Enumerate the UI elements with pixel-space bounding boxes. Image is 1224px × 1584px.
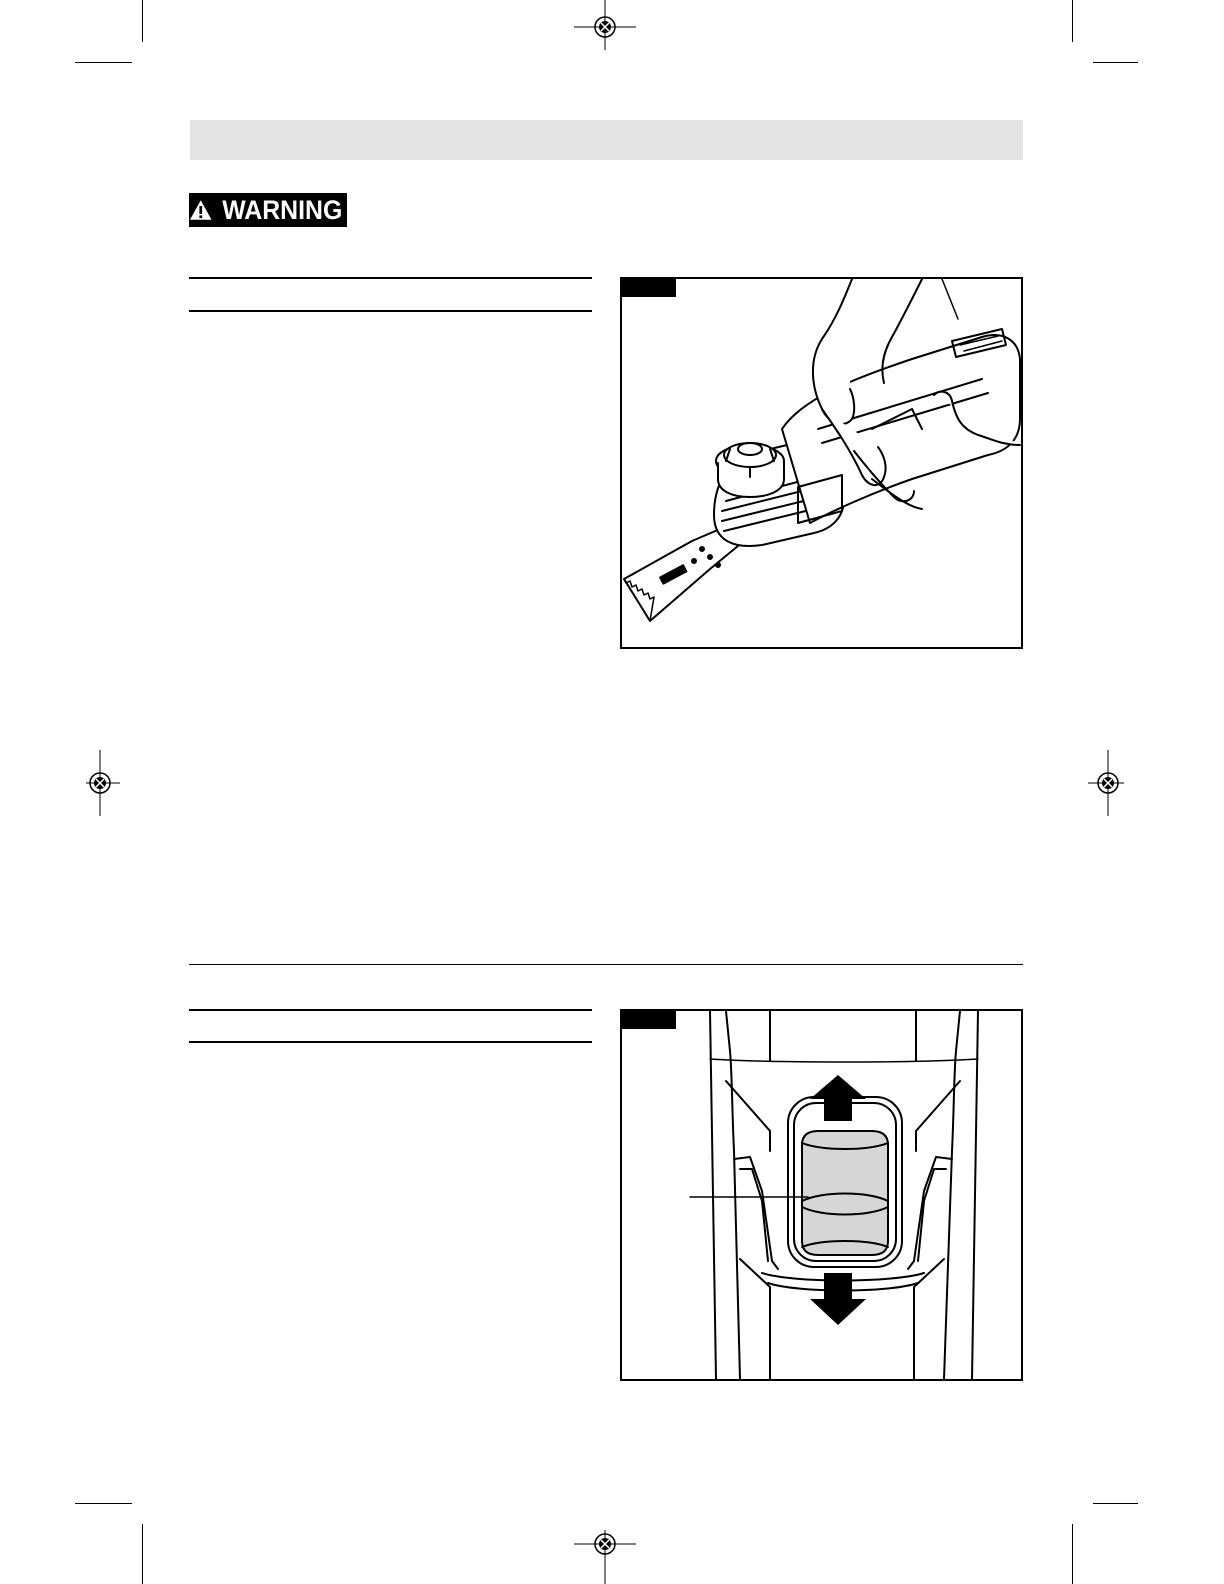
switch-slider-illustration (622, 1011, 1021, 1379)
crop-mark-bottom-right-h (1093, 1503, 1138, 1504)
subheading-rule-top (189, 277, 592, 279)
subheading-rule-bottom (189, 310, 592, 312)
warning-badge (189, 193, 347, 227)
crop-mark-top-left-h (75, 62, 132, 63)
multi-tool-handheld-illustration (622, 279, 1021, 647)
crop-mark-bottom-left-v (142, 1524, 143, 1584)
warning-triangle-icon (189, 199, 213, 221)
subheading-rule-bottom (189, 1041, 592, 1043)
registration-target-icon (572, 0, 638, 58)
section-divider (189, 964, 1023, 965)
registration-target-icon (572, 1526, 638, 1584)
registration-target-icon (1078, 750, 1138, 818)
crop-mark-top-left-v (142, 0, 143, 42)
crop-mark-top-right-v (1072, 0, 1073, 42)
figure-1-frame (620, 277, 1023, 649)
figure-2-frame (620, 1009, 1023, 1381)
crop-mark-bottom-right-v (1072, 1524, 1073, 1584)
subheading-rule-top (189, 1009, 592, 1011)
crop-mark-bottom-left-h (75, 1503, 132, 1504)
crop-mark-top-right-h (1093, 62, 1138, 63)
registration-target-icon (70, 750, 130, 818)
section-header-band (190, 120, 1023, 160)
warning-label: WARNING (221, 194, 342, 225)
